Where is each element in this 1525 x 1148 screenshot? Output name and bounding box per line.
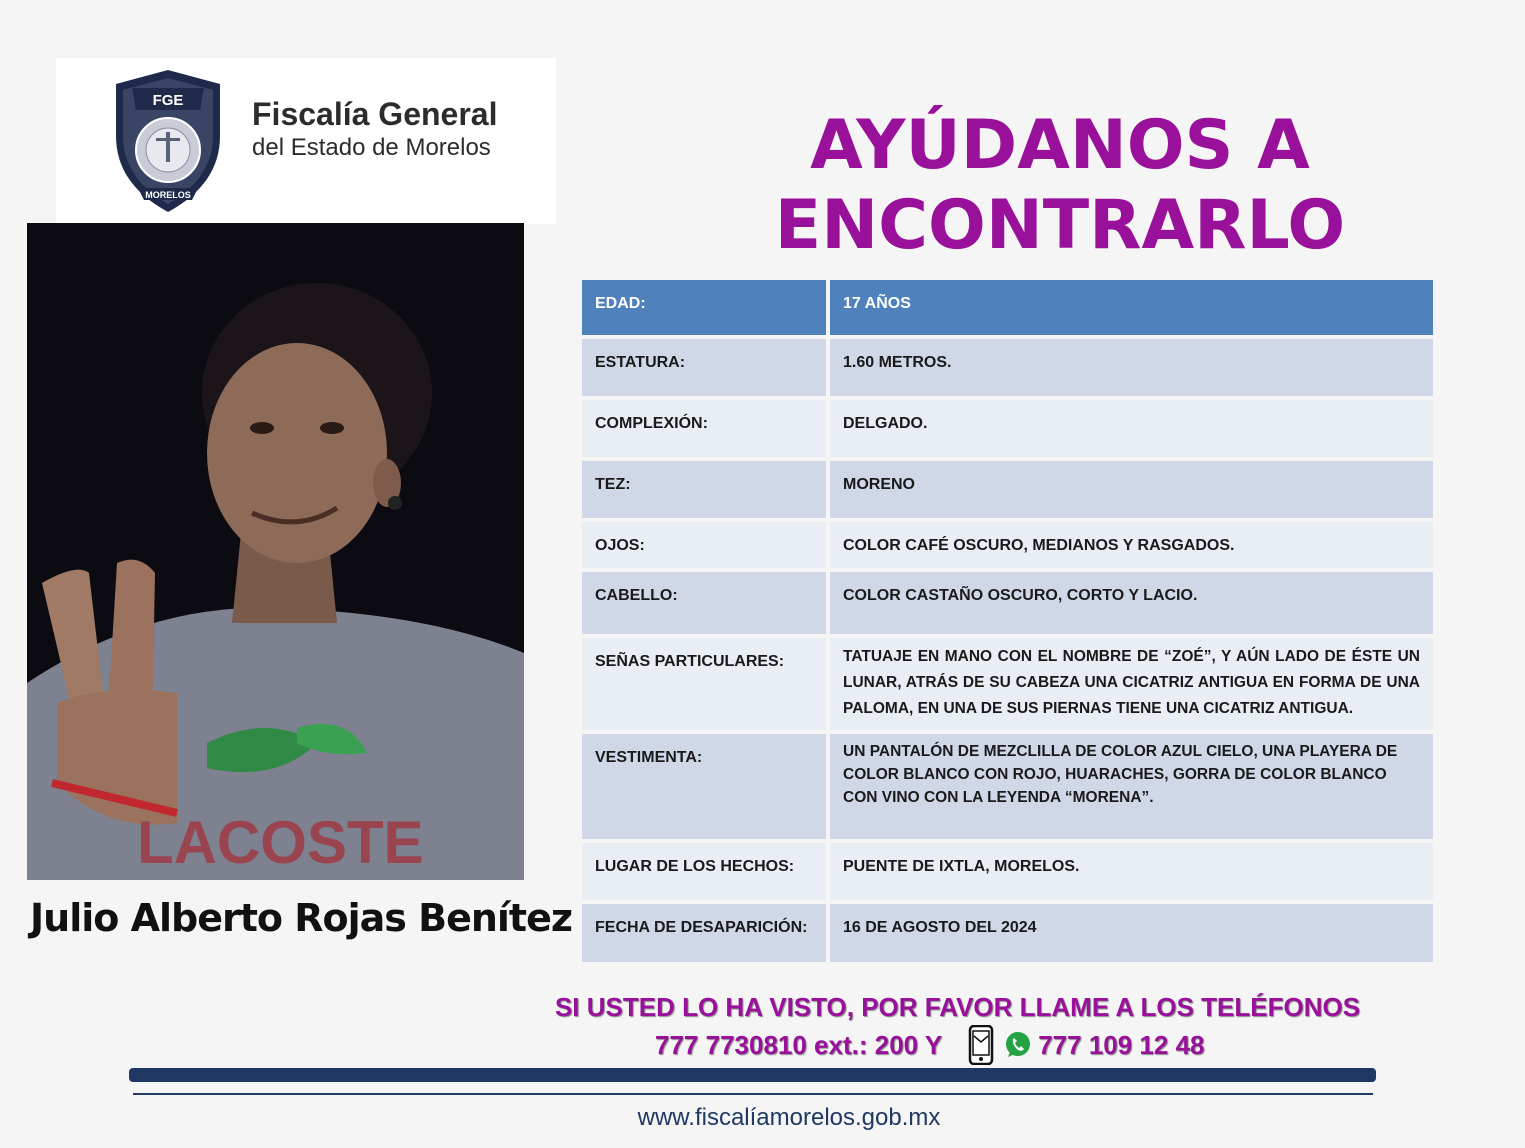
table-row [582, 400, 1433, 457]
fge-shield-logo [108, 66, 228, 216]
table-row [582, 522, 1433, 568]
table-row [582, 572, 1433, 634]
logo-title: Fiscalía General [252, 96, 498, 132]
missing-person-photo [27, 223, 524, 880]
row-label: LUGAR DE LOS HECHOS: [582, 843, 826, 900]
row-value: UN PANTALÓN DE MEZCLILLA DE COLOR AZUL CIELO, UNA PLAYERA DE COLOR BLANCO CON ROJO, HUARACHES, GORRA DE COLOR BLANCO CON VINO CON LA LEYENDA “MORENA”. [830, 734, 1433, 839]
person-illustration [27, 223, 524, 880]
row-label: VESTIMENTA: [582, 734, 826, 839]
footer-divider-thin [133, 1093, 1373, 1095]
row-label: COMPLEXIÓN: [582, 400, 826, 457]
row-label: TEZ: [582, 461, 826, 518]
table-row [582, 904, 1433, 962]
contact-instruction: SI USTED LO HA VISTO, POR FAVOR LLAME A LOS TELÉFONOS [554, 992, 1361, 1022]
headline-line-1: AYÚDANOS A [810, 106, 1310, 185]
phone-number-whatsapp[interactable]: 777 109 12 48 [1038, 1029, 1205, 1060]
table-row [582, 280, 1433, 335]
badge-bottom-text: MORELOS [145, 190, 191, 200]
contact-phones [655, 1025, 1205, 1065]
row-value: PUENTE DE IXTLA, MORELOS. [830, 843, 1433, 900]
mobile-phone-icon [968, 1025, 994, 1065]
row-value: COLOR CAFÉ OSCURO, MEDIANOS Y RASGADOS. [830, 522, 1433, 568]
row-value: 17 AÑOS [830, 280, 1433, 335]
row-label: OJOS: [582, 522, 826, 568]
table-row [582, 461, 1433, 518]
headline-line-2: ENCONTRARLO [774, 186, 1346, 265]
shirt-text: LACOSTE [137, 809, 424, 876]
table-row [582, 734, 1433, 839]
row-value: 16 DE AGOSTO DEL 2024 [830, 904, 1433, 962]
row-label: SEÑAS PARTICULARES: [582, 638, 826, 730]
row-label: ESTATURA: [582, 339, 826, 396]
fge-logo-block [56, 58, 556, 224]
row-value: 1.60 METROS. [830, 339, 1433, 396]
row-value: COLOR CASTAÑO OSCURO, CORTO Y LACIO. [830, 572, 1433, 634]
badge-top-text: FGE [152, 92, 184, 109]
row-value: DELGADO. [830, 400, 1433, 457]
logo-subtitle: del Estado de Morelos [252, 134, 491, 161]
headline [700, 106, 1420, 266]
row-label: EDAD: [582, 280, 826, 335]
row-label: FECHA DE DESAPARICIÓN: [582, 904, 826, 962]
table-row [582, 638, 1433, 730]
table-row [582, 339, 1433, 396]
row-value: TATUAJE EN MANO CON EL NOMBRE DE “ZOÉ”, Y AÚN LADO DE ÉSTE UN LUNAR, ATRÁS DE SU CABEZA UNA CICATRIZ ANTIGUA EN FORMA DE UNA PALOMA, EN UNA DE SUS PIERNAS TIENE UNA CICATRIZ ANTIGUA. [830, 638, 1433, 730]
footer-divider-thick [129, 1068, 1376, 1082]
phone-number-office[interactable]: 777 7730810 ext.: 200 Y [655, 1029, 943, 1060]
whatsapp-icon [1004, 1031, 1032, 1059]
details-table [582, 280, 1433, 966]
row-label: CABELLO: [582, 572, 826, 634]
website-link[interactable]: www.fiscalíamorelos.gob.mx [637, 1104, 941, 1131]
row-value: MORENO [830, 461, 1433, 518]
person-name: Julio Alberto Rojas Benítez [30, 896, 572, 940]
table-row [582, 843, 1433, 900]
